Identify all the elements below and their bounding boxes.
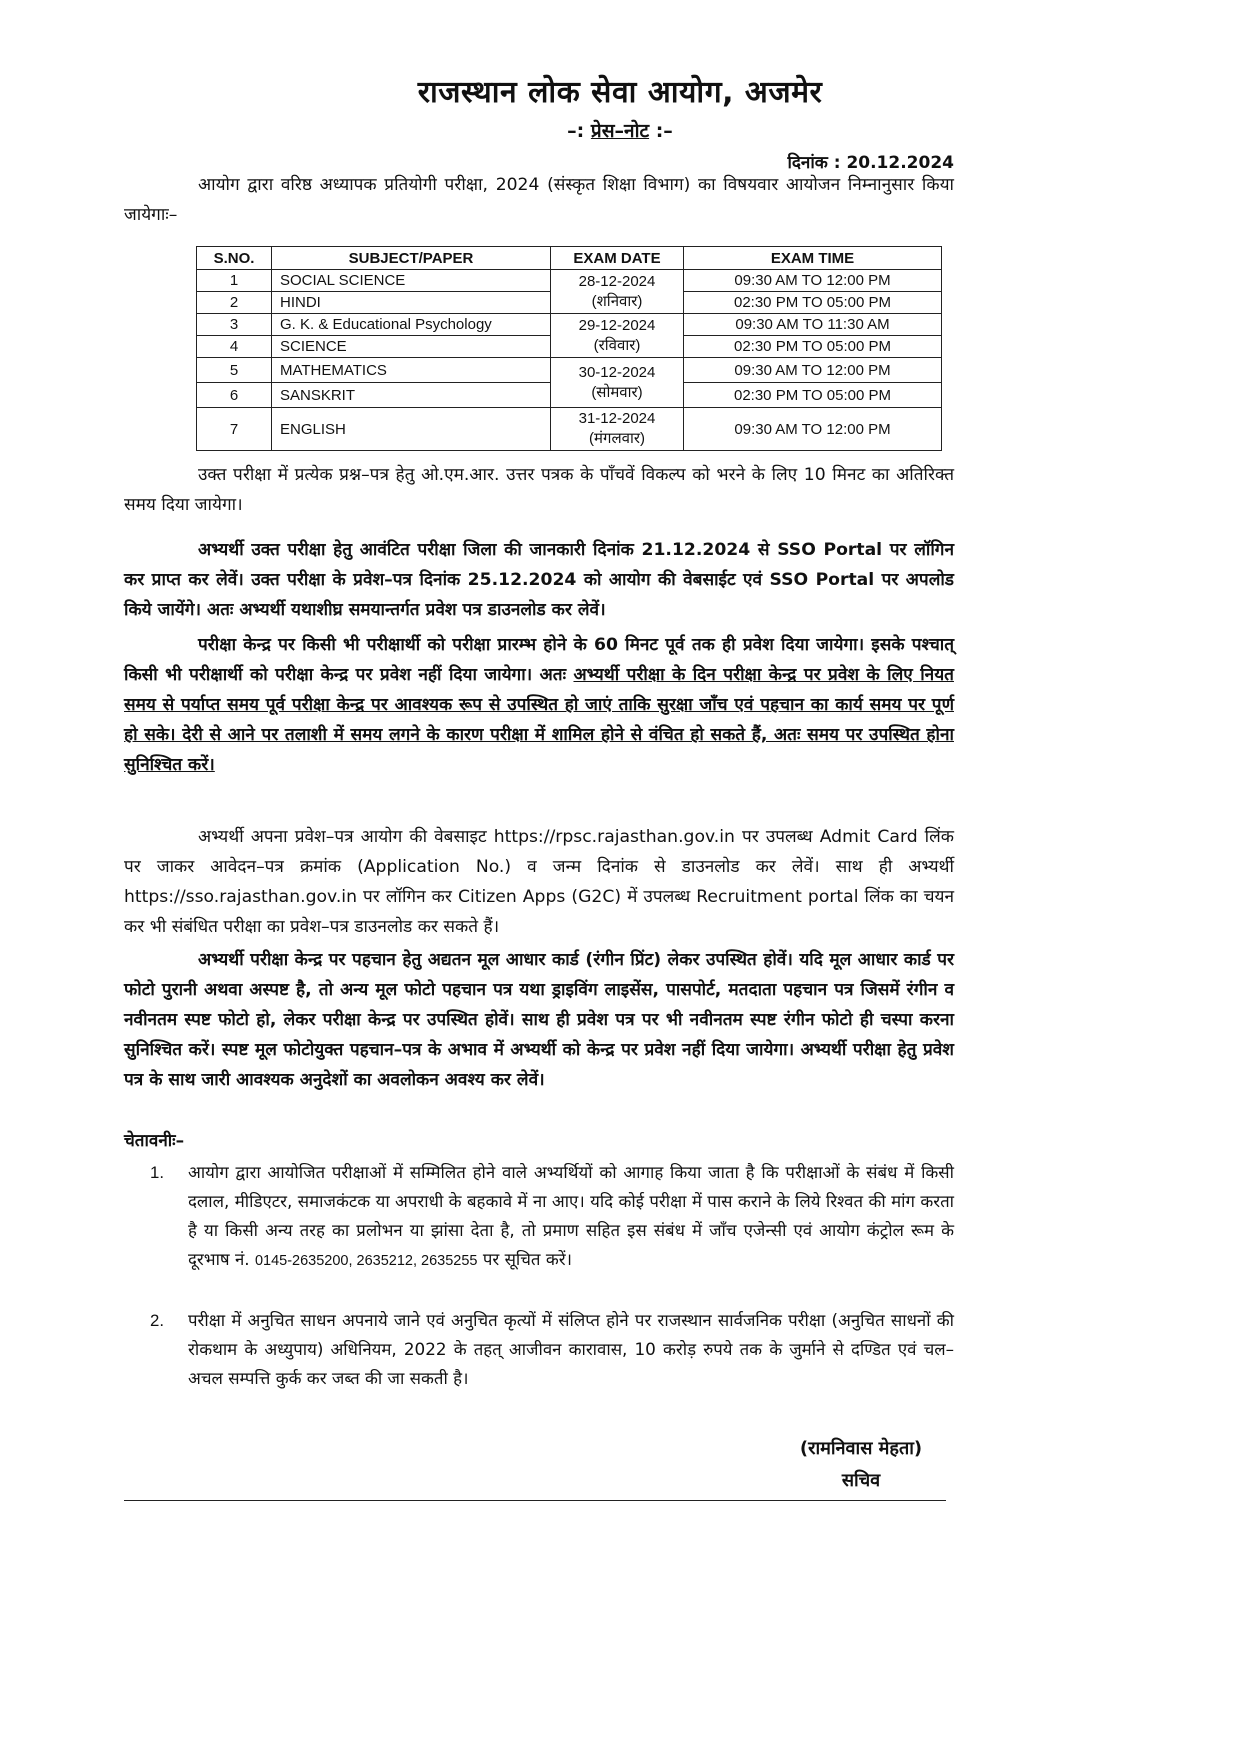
time-cell: 09:30 AM TO 11:30 AM xyxy=(684,314,942,336)
sno-cell: 2 xyxy=(197,292,272,314)
sno-cell: 6 xyxy=(197,383,272,408)
exam-date: 29-12-2024 xyxy=(578,316,656,334)
time-cell: 02:30 PM TO 05:00 PM xyxy=(684,292,942,314)
id-proof-text: अभ्यर्थी परीक्षा केन्द्र पर पहचान हेतु अद्यतन मूल आधार कार्ड (रंगीन प्रिंट) लेकर उपस्थित होवें। यदि मूल आधार कार्ड पर फोटो पुरानी अथवा अस्पष्ट है, तो अन्य मूल फोटो पहचान पत्र यथा ड्राइविंग लाइसेंस, पासपोर्ट, मतदाता पहचान पत्र जिसमें रंगीन व नवीनतम स्पष्ट फोटो हो, लेकर परीक्षा केन्द्र पर उपस्थित होवें। साथ ही प्रवेश पत्र पर भी नवीनतम स्पष्ट रंगीन फोटो ही चस्पा करना सुनिश्चित करें। स्पष्ट मूल फोटोयुक्त पहचान–पत्र के अभाव में अभ्यर्थी को केन्द्र पर प्रवेश नहीं दिया जायेगा। अभ्यर्थी परीक्षा हेतु प्रवेश पत्र के साथ जारी आवश्यक अनुदेशों का अवलोकन अवश्य कर लेवें। xyxy=(124,950,954,1090)
warning-item-text: परीक्षा में अनुचित साधन अपनाये जाने एवं अनुचित कृत्यों में संलिप्त होने पर राजस्थान सार्वजनिक परीक्षा (अनुचित साधनों की रोकथाम के अध्युपाय) अधिनियम, 2022 के तहत् आजीवन कारावास, 10 करोड़ रुपये तक के जुर्माने से दण्डित एवं चल–अचल सम्पत्ति कुर्क कर जब्त की जा सकती है। xyxy=(188,1310,954,1388)
subject-cell: ENGLISH xyxy=(272,408,551,451)
date-cell xyxy=(551,314,684,358)
exam-day: (शनिवार) xyxy=(591,292,643,310)
download-paragraph xyxy=(124,822,954,942)
omr-text: उक्त परीक्षा में प्रत्येक प्रश्न–पत्र हेतु ओ.एम.आर. उत्तर पत्रक के पाँचवें विकल्प को भरने के लिए 10 मिनट का अतिरिक्त समय दिया जायेगा। xyxy=(124,465,954,515)
exam-date: 30-12-2024 xyxy=(578,363,656,381)
subtitle-text: प्रेस–नोट xyxy=(590,120,650,142)
signatory-name: (रामनिवास मेहता) xyxy=(799,1438,923,1459)
exam-date: 28-12-2024 xyxy=(578,272,656,290)
download-text: अभ्यर्थी अपना प्रवेश–पत्र आयोग की वेबसाइट https://rpsc.rajasthan.gov.in पर उपलब्ध Admit Card लिंक पर जाकर आवेदन–पत्र क्रमांक (Application No.) व जन्म दिनांक से डाउनलोड कर लेवें। साथ ही अभ्यर्थी https://sso.rajasthan.gov.in पर लॉगिन कर Citizen Apps (G2C) में उपलब्ध Recruitment portal लिंक का चयन कर भी संबंधित परीक्षा का प्रवेश–पत्र डाउनलोड कर सकते हैं। xyxy=(124,827,954,937)
col-header-time: EXAM TIME xyxy=(684,247,942,270)
omr-paragraph xyxy=(124,460,954,520)
exam-schedule-table xyxy=(196,246,942,451)
subtitle-prefix: –: xyxy=(567,120,591,142)
time-cell: 09:30 AM TO 12:00 PM xyxy=(684,270,942,292)
page-title: राजस्थान लोक सेवा आयोग, अजमेर xyxy=(417,75,823,110)
warning-item-body xyxy=(188,1158,954,1276)
issue-date: दिनांक : 20.12.2024 xyxy=(787,153,954,173)
sno-cell: 3 xyxy=(197,314,272,336)
col-header-sno: S.NO. xyxy=(197,247,272,270)
sno-cell: 1 xyxy=(197,270,272,292)
intro-text: आयोग द्वारा वरिष्ठ अध्यापक प्रतियोगी परीक्षा, 2024 (संस्कृत शिक्षा विभाग) का विषयवार आयोजन निम्नानुसार किया जायेगाः– xyxy=(124,175,954,225)
time-cell: 02:30 PM TO 05:00 PM xyxy=(684,383,942,408)
subject-cell: MATHEMATICS xyxy=(272,358,551,383)
col-header-subject: SUBJECT/PAPER xyxy=(272,247,551,270)
table-row xyxy=(197,408,942,451)
table-row xyxy=(197,270,942,292)
time-cell: 09:30 AM TO 12:00 PM xyxy=(684,358,942,383)
time-cell: 09:30 AM TO 12:00 PM xyxy=(684,408,942,451)
warning-item-text: आयोग द्वारा आयोजित परीक्षाओं में सम्मिलित होने वाले अभ्यर्थियों को आगाह किया जाता है कि परीक्षाओं के संबंध में किसी दलाल, मीडिएटर, समाजकंटक या अपराधी के बहकावे में ना आए। यदि कोई परीक्षा में पास कराने के लिये रिश्वत की मांग करता है या किसी अन्य तरह का प्रलोभन या झांसा देता है, तो प्रमाण सहित इस संबंध में जाँच एजेन्सी एवं आयोग कंट्रोल रूम के दूरभाष नं. xyxy=(188,1162,954,1269)
warning-item-number: 2. xyxy=(150,1311,164,1330)
entry-time-paragraph xyxy=(124,630,954,780)
time-cell: 02:30 PM TO 05:00 PM xyxy=(684,336,942,358)
warning-item xyxy=(150,1158,954,1276)
subject-cell: HINDI xyxy=(272,292,551,314)
subject-cell: G. K. & Educational Psychology xyxy=(272,314,551,336)
warning-item-tail: पर सूचित करें। xyxy=(477,1249,572,1269)
subject-cell: SCIENCE xyxy=(272,336,551,358)
table-header-row xyxy=(197,247,942,270)
subtitle-suffix: :– xyxy=(649,120,673,142)
sno-cell: 5 xyxy=(197,358,272,383)
exam-day: (मंगलवार) xyxy=(589,430,645,447)
exam-day: (सोमवार) xyxy=(591,383,643,401)
entry-time-underlined-text: अभ्यर्थी परीक्षा के दिन परीक्षा केन्द्र पर प्रवेश के लिए नियत समय से पर्याप्त समय पूर्व परीक्षा केन्द्र पर आवश्यक रूप से उपस्थित हो जाएं ताकि सुरक्षा जाँच एवं पहचान का कार्य समय पर पूर्ण हो सके। देरी से आने पर तलाशी में समय लगने के कारण परीक्षा में शामिल होने से वंचित हो सकते हैं, अतः समय पर उपस्थित होना सुनिश्चित करें। xyxy=(124,665,954,775)
warning-item xyxy=(150,1306,954,1393)
warning-item-number: 1. xyxy=(150,1163,164,1182)
signatory-designation: सचिव xyxy=(841,1470,881,1491)
exam-date: 31-12-2024 xyxy=(578,410,656,427)
press-note-subtitle xyxy=(0,117,1240,143)
col-header-date: EXAM DATE xyxy=(551,247,684,270)
sno-cell: 4 xyxy=(197,336,272,358)
id-proof-paragraph xyxy=(124,945,954,1095)
table-row xyxy=(197,358,942,383)
exam-day: (रविवार) xyxy=(593,336,641,354)
subject-cell: SOCIAL SCIENCE xyxy=(272,270,551,292)
sno-cell: 7 xyxy=(197,408,272,451)
admit-card-paragraph xyxy=(124,535,954,625)
entry-time-text: परीक्षा केन्द्र पर किसी भी परीक्षार्थी को परीक्षा प्रारम्भ होने के 60 मिनट पूर्व तक ही प्रवेश दिया जायेगा। इसके पश्चात् किसी भी परीक्षार्थी को परीक्षा केन्द्र पर प्रवेश नहीं दिया जायेगा। अतः xyxy=(124,635,954,685)
control-room-phone: 0145-2635200, 2635212, 2635255 xyxy=(254,1253,478,1269)
warning-heading: चेतावनीः– xyxy=(124,1131,185,1151)
date-cell xyxy=(551,270,684,314)
date-cell xyxy=(551,408,684,451)
table-row xyxy=(197,314,942,336)
footer-rule xyxy=(124,1500,946,1501)
subject-cell: SANSKRIT xyxy=(272,383,551,408)
admit-card-text: अभ्यर्थी उक्त परीक्षा हेतु आवंटित परीक्षा जिला की जानकारी दिनांक 21.12.2024 से SSO Portal पर लॉगिन कर प्राप्त कर लेवें। उक्त परीक्षा के प्रवेश–पत्र दिनांक 25.12.2024 को आयोग की वेबसाईट एवं SSO Portal पर अपलोड किये जायेंगे। अतः अभ्यर्थी यथाशीघ्र समयान्तर्गत प्रवेश पत्र डाउनलोड कर लेवें। xyxy=(124,540,954,620)
date-cell xyxy=(551,358,684,408)
intro-paragraph xyxy=(124,170,954,230)
